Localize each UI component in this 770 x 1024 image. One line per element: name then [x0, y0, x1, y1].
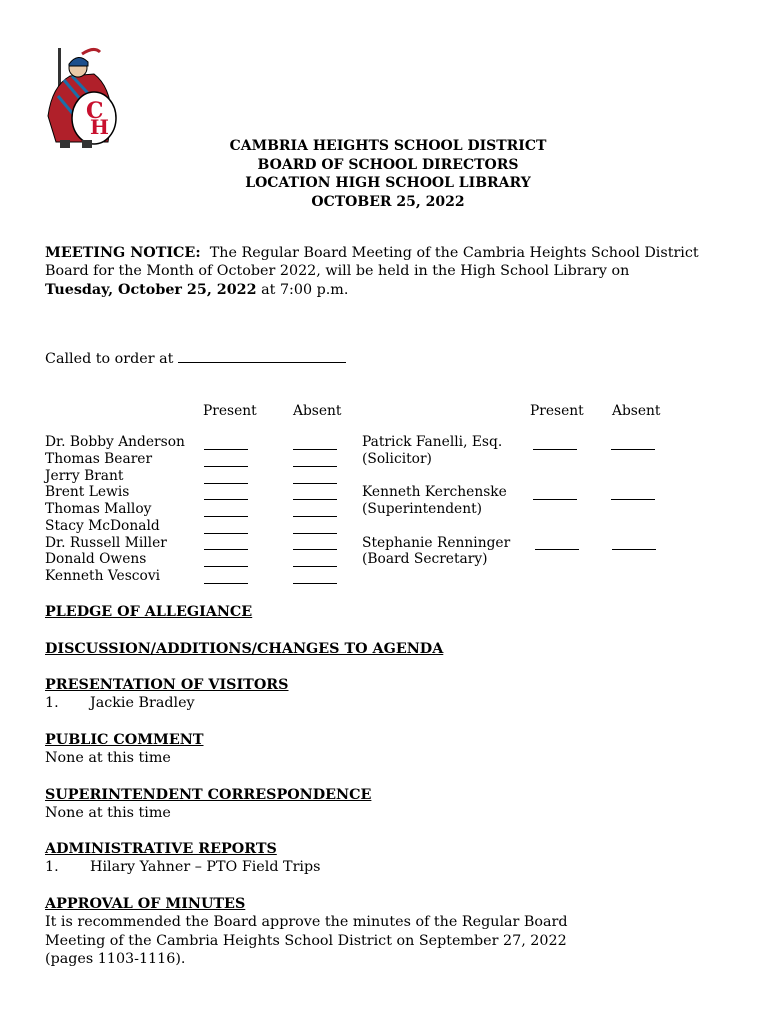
called-to-order-blank: [178, 362, 346, 363]
header-location: LOCATION HIGH SCHOOL LIBRARY: [245, 175, 531, 191]
minutes-section: [45, 895, 568, 968]
staff-role: (Solicitor): [362, 451, 432, 467]
admin-reports-title: ADMINISTRATIVE REPORTS: [45, 841, 277, 857]
absent-blank[interactable]: [293, 499, 337, 500]
staff-role: (Board Secretary): [362, 551, 488, 567]
item-text: Jackie Bradley: [90, 695, 195, 712]
superintendent-section: [45, 786, 371, 823]
item-number: 1.: [45, 695, 59, 712]
absent-blank[interactable]: [611, 499, 655, 500]
superintendent-title: SUPERINTENDENT CORRESPONDENCE: [45, 787, 372, 803]
absent-blank[interactable]: [293, 516, 337, 517]
public-comment-section: [45, 731, 204, 768]
admin-reports-section: [45, 840, 320, 877]
notice-date: Tuesday, October 25, 2022: [45, 281, 257, 298]
discussion-title: DISCUSSION/ADDITIONS/CHANGES TO AGENDA: [45, 641, 444, 657]
absent-blank[interactable]: [612, 549, 656, 550]
board-member: Jerry Brant: [45, 468, 124, 484]
present-blank[interactable]: [533, 449, 577, 450]
board-member: Thomas Malloy: [45, 501, 152, 517]
called-to-order: [45, 351, 346, 367]
pledge-section: [45, 603, 252, 621]
absent-blank[interactable]: [611, 449, 655, 450]
svg-text:C: C: [86, 98, 104, 124]
board-member: Brent Lewis: [45, 484, 130, 500]
visitors-item: [45, 694, 289, 712]
notice-text-1: The Regular Board Meeting of the Cambria Heights School District: [209, 245, 699, 261]
present-blank[interactable]: [533, 499, 577, 500]
minutes-line-3: (pages 1103-1116).: [45, 950, 186, 967]
board-member: Stacy McDonald: [45, 518, 160, 534]
notice-label: MEETING NOTICE:: [45, 245, 201, 261]
admin-reports-item: [45, 858, 320, 876]
discussion-section: [45, 640, 443, 658]
present-blank[interactable]: [535, 549, 579, 550]
highlander-mascot-logo-icon: [38, 46, 124, 150]
absent-blank[interactable]: [293, 583, 337, 584]
header-district: CAMBRIA HEIGHTS SCHOOL DISTRICT: [229, 138, 547, 154]
minutes-line-1: It is recommended the Board approve the minutes of the Regular Board: [45, 914, 568, 931]
staff-name: Stephanie Renninger: [362, 535, 511, 551]
svg-text:H: H: [90, 115, 109, 139]
board-member: Dr. Russell Miller: [45, 535, 167, 551]
board-member: Donald Owens: [45, 551, 147, 567]
present-header-left: Present: [203, 403, 257, 419]
minutes-title: APPROVAL OF MINUTES: [45, 896, 246, 912]
minutes-line-2: Meeting of the Cambria Heights School District on September 27, 2022: [45, 932, 567, 949]
document-header: [0, 137, 770, 211]
absent-header-left: Absent: [293, 403, 342, 419]
absent-blank[interactable]: [293, 449, 337, 450]
absent-blank[interactable]: [293, 483, 337, 484]
present-header-right: Present: [530, 403, 584, 419]
absent-blank[interactable]: [293, 549, 337, 550]
staff-name: Kenneth Kerchenske: [362, 484, 507, 500]
present-blank[interactable]: [204, 566, 248, 567]
visitors-title: PRESENTATION OF VISITORS: [45, 677, 289, 693]
pledge-title: PLEDGE OF ALLEGIANCE: [45, 604, 253, 620]
present-blank[interactable]: [204, 483, 248, 484]
present-blank[interactable]: [204, 549, 248, 550]
public-comment-text: None at this time: [45, 750, 171, 767]
present-blank[interactable]: [204, 499, 248, 500]
present-blank[interactable]: [204, 449, 248, 450]
item-number: 1.: [45, 859, 59, 876]
item-text: Hilary Yahner – PTO Field Trips: [90, 859, 321, 876]
public-comment-title: PUBLIC COMMENT: [45, 732, 204, 748]
present-blank[interactable]: [204, 516, 248, 517]
absent-blank[interactable]: [293, 533, 337, 534]
superintendent-text: None at this time: [45, 805, 171, 822]
called-to-order-label: Called to order at: [45, 351, 174, 367]
header-board: BOARD OF SCHOOL DIRECTORS: [257, 156, 519, 173]
visitors-section: [45, 676, 289, 713]
staff-name: Patrick Fanelli, Esq.: [362, 434, 503, 450]
header-date: OCTOBER 25, 2022: [311, 193, 465, 210]
board-member: Dr. Bobby Anderson: [45, 434, 185, 450]
meeting-notice: [45, 244, 735, 299]
notice-text-2: Board for the Month of October 2022, will be held in the High School Library on: [45, 263, 630, 280]
staff-role: (Superintendent): [362, 501, 483, 517]
present-blank[interactable]: [204, 466, 248, 467]
present-blank[interactable]: [204, 533, 248, 534]
notice-time: at 7:00 p.m.: [261, 281, 349, 298]
board-member: Thomas Bearer: [45, 451, 153, 467]
present-blank[interactable]: [204, 583, 248, 584]
absent-header-right: Absent: [612, 403, 661, 419]
absent-blank[interactable]: [293, 466, 337, 467]
absent-blank[interactable]: [293, 566, 337, 567]
board-member: Kenneth Vescovi: [45, 568, 161, 584]
